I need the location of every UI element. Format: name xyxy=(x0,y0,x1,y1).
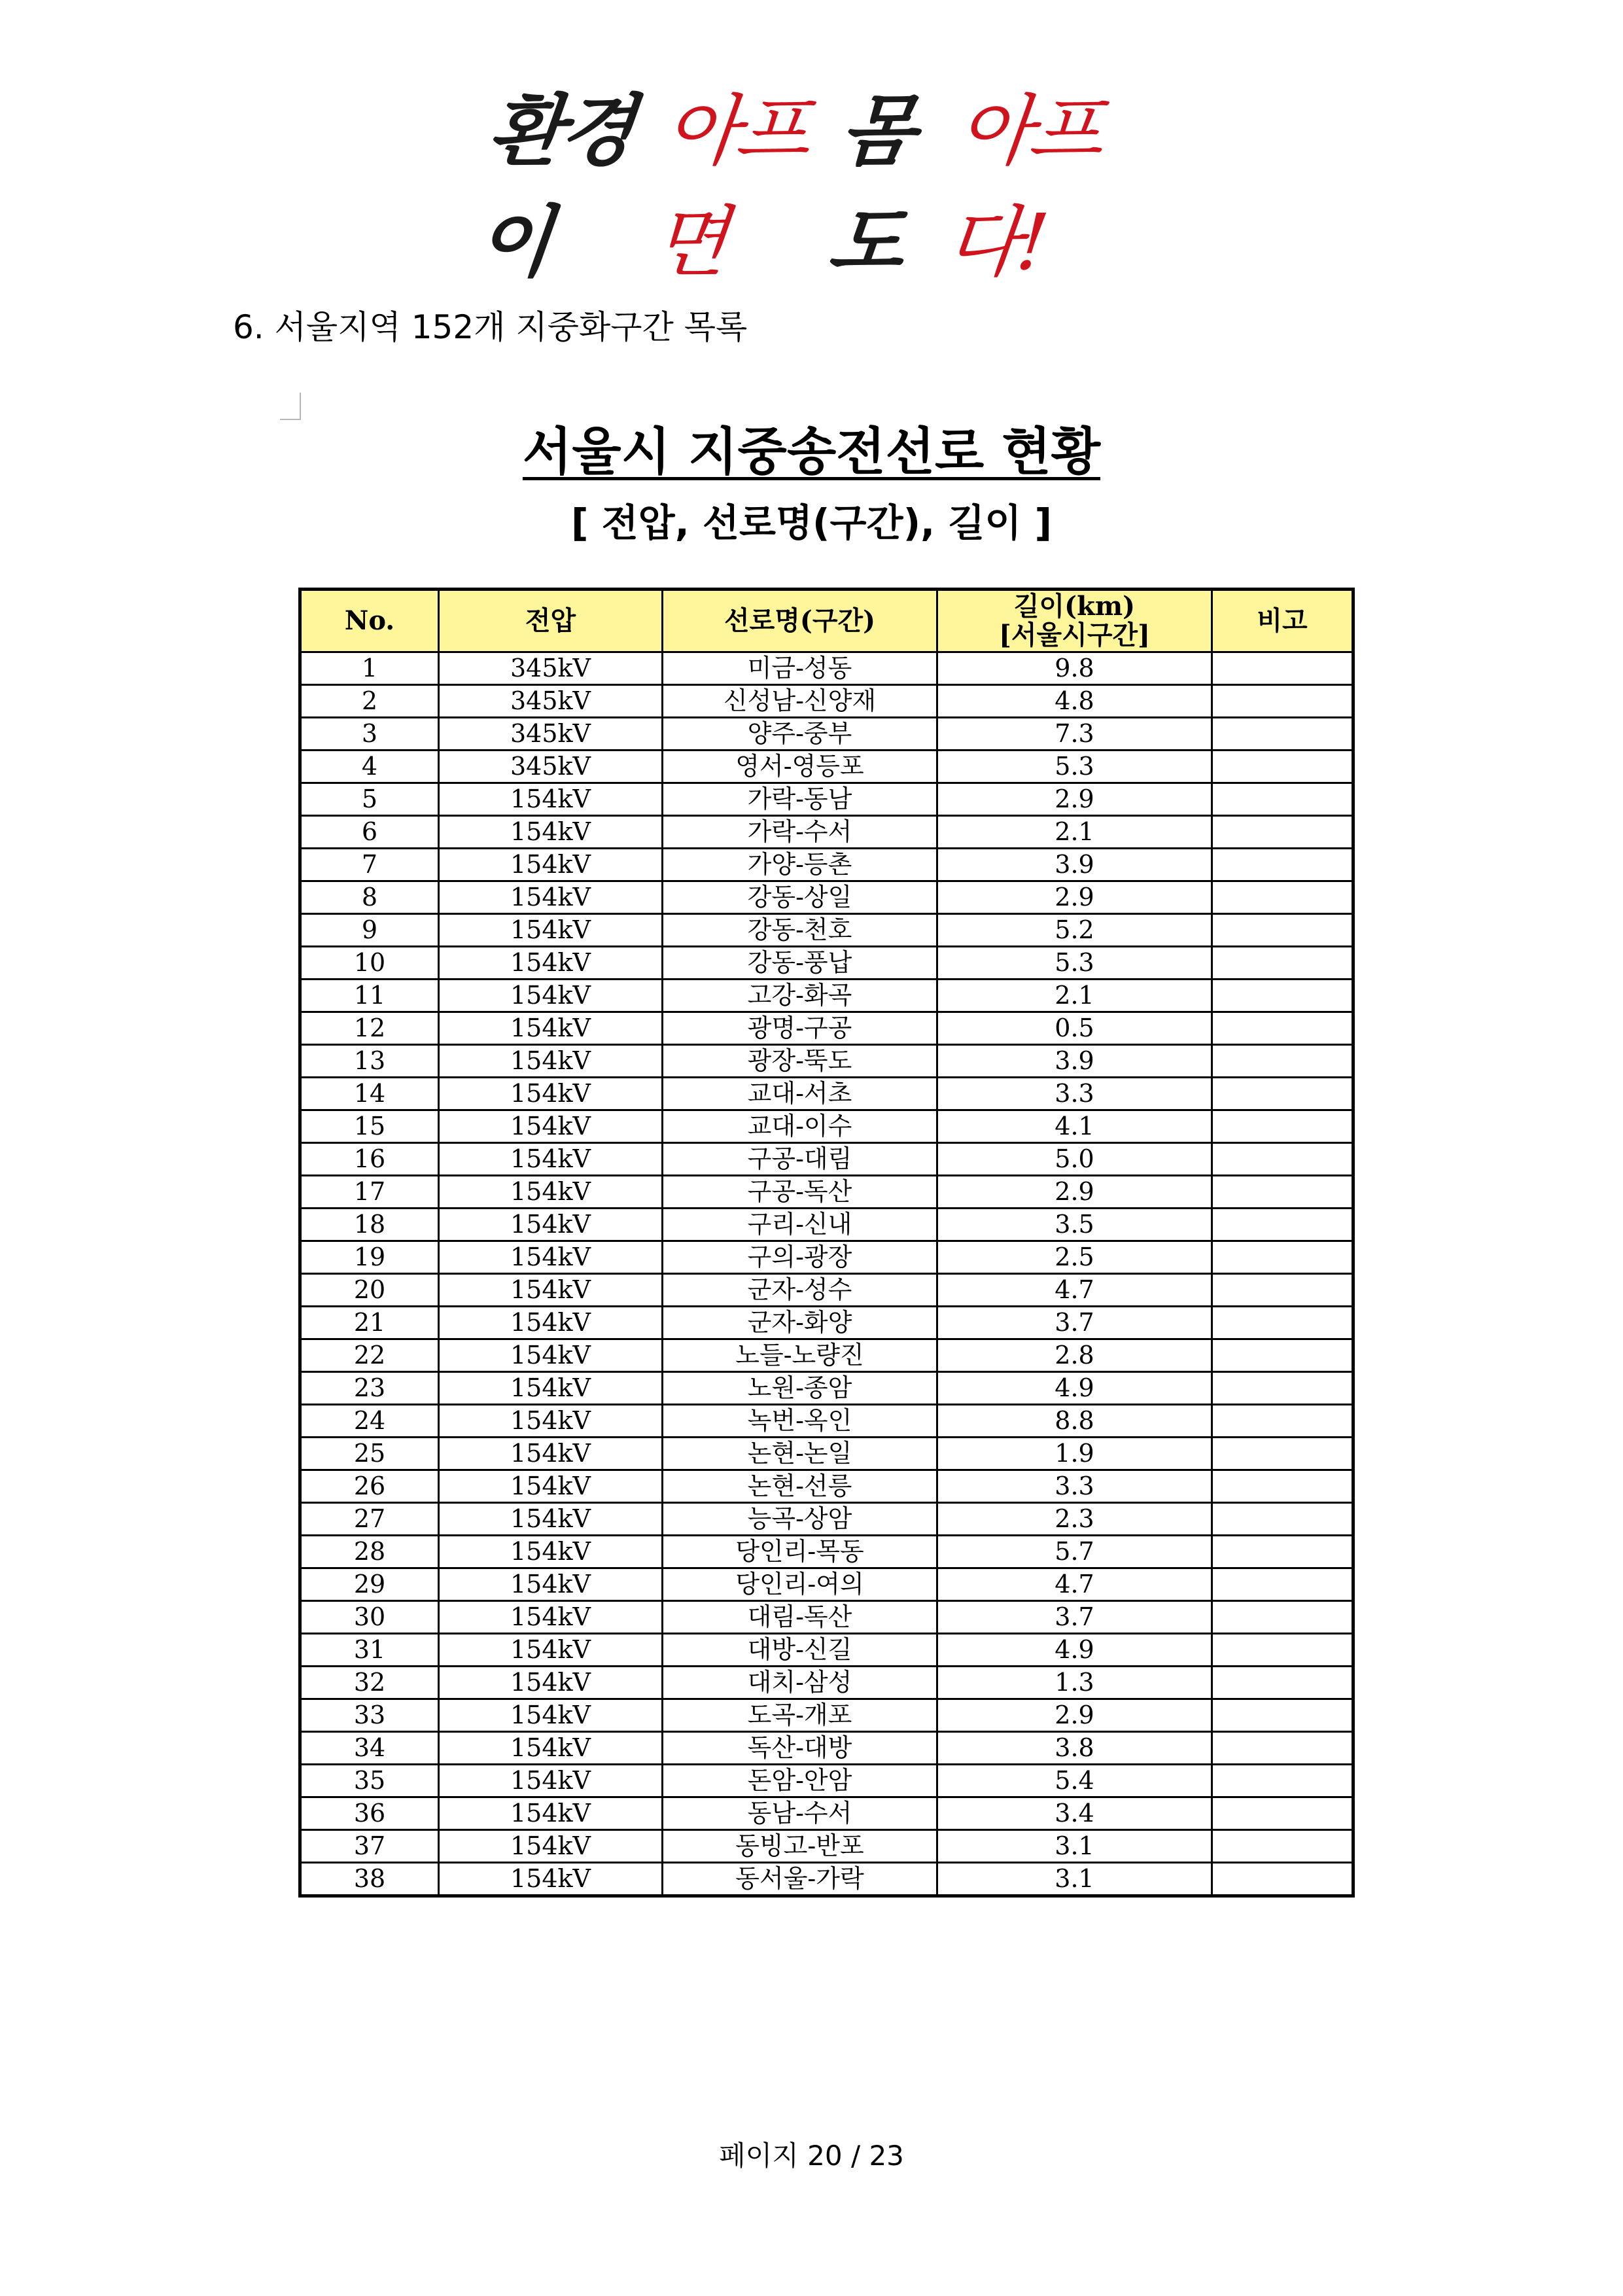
cell-line-name: 미금-성동 xyxy=(663,652,937,685)
cell-note xyxy=(1212,980,1353,1012)
cell-line-name: 강동-풍납 xyxy=(663,947,937,980)
cell-voltage: 154kV xyxy=(439,1176,663,1209)
cell-note xyxy=(1212,1307,1353,1339)
cell-length: 5.7 xyxy=(937,1536,1212,1568)
cell-line-name: 논현-논일 xyxy=(663,1438,937,1470)
cell-voltage: 154kV xyxy=(439,980,663,1012)
cell-note xyxy=(1212,816,1353,849)
cell-note xyxy=(1212,1176,1353,1209)
cell-no: 27 xyxy=(300,1503,439,1536)
cell-note xyxy=(1212,751,1353,783)
cell-note xyxy=(1212,1863,1353,1896)
cell-length: 4.1 xyxy=(937,1110,1212,1143)
cell-voltage: 154kV xyxy=(439,1438,663,1470)
cell-line-name: 독산-대방 xyxy=(663,1732,937,1765)
cell-voltage: 154kV xyxy=(439,1012,663,1045)
cell-note xyxy=(1212,783,1353,816)
cell-voltage: 154kV xyxy=(439,1536,663,1568)
cell-length: 3.1 xyxy=(937,1830,1212,1863)
cell-length: 5.0 xyxy=(937,1143,1212,1176)
table-row xyxy=(300,980,1353,1012)
cell-voltage: 154kV xyxy=(439,1634,663,1667)
cell-length: 5.3 xyxy=(937,751,1212,783)
table-subtitle: [ 전압, 선로명(구간), 길이 ] xyxy=(570,501,1053,545)
cell-voltage: 154kV xyxy=(439,881,663,914)
cell-line-name: 당인리-여의 xyxy=(663,1568,937,1601)
cell-note xyxy=(1212,1503,1353,1536)
cell-voltage: 154kV xyxy=(439,914,663,947)
cell-note xyxy=(1212,652,1353,685)
table-row xyxy=(300,1110,1353,1143)
cell-length: 3.9 xyxy=(937,849,1212,881)
cell-no: 29 xyxy=(300,1568,439,1601)
cell-length: 4.9 xyxy=(937,1372,1212,1405)
cell-line-name: 녹번-옥인 xyxy=(663,1405,937,1438)
cell-note xyxy=(1212,1372,1353,1405)
cell-line-name: 노원-종암 xyxy=(663,1372,937,1405)
cell-voltage: 154kV xyxy=(439,849,663,881)
header-line-name: 선로명(구간) xyxy=(663,590,937,652)
cell-no: 7 xyxy=(300,849,439,881)
table-title xyxy=(0,411,1623,484)
cell-no: 22 xyxy=(300,1339,439,1372)
transmission-line-table xyxy=(298,588,1355,1898)
cell-voltage: 154kV xyxy=(439,1339,663,1372)
cell-line-name: 도곡-개포 xyxy=(663,1699,937,1732)
cell-note xyxy=(1212,1078,1353,1110)
cell-no: 4 xyxy=(300,751,439,783)
cell-length: 1.3 xyxy=(937,1667,1212,1699)
table-row xyxy=(300,1241,1353,1274)
cell-no: 24 xyxy=(300,1405,439,1438)
cell-no: 36 xyxy=(300,1797,439,1830)
cell-no: 9 xyxy=(300,914,439,947)
cell-length: 2.9 xyxy=(937,881,1212,914)
cell-voltage: 154kV xyxy=(439,816,663,849)
cell-note xyxy=(1212,1209,1353,1241)
table-body xyxy=(300,652,1353,1896)
cell-line-name: 군자-성수 xyxy=(663,1274,937,1307)
table-row xyxy=(300,1765,1353,1797)
cell-length: 4.9 xyxy=(937,1634,1212,1667)
cell-line-name: 신성남-신양재 xyxy=(663,685,937,718)
cell-note xyxy=(1212,1405,1353,1438)
cell-length: 9.8 xyxy=(937,652,1212,685)
cell-length: 4.7 xyxy=(937,1568,1212,1601)
cell-voltage: 154kV xyxy=(439,1765,663,1797)
cell-no: 30 xyxy=(300,1601,439,1634)
cell-voltage: 154kV xyxy=(439,1732,663,1765)
cell-no: 2 xyxy=(300,685,439,718)
cell-length: 8.8 xyxy=(937,1405,1212,1438)
cell-note xyxy=(1212,1470,1353,1503)
cell-no: 20 xyxy=(300,1274,439,1307)
cell-line-name: 구공-독산 xyxy=(663,1176,937,1209)
cell-no: 19 xyxy=(300,1241,439,1274)
section-heading: 6. 서울지역 152개 지중화구간 목록 xyxy=(233,308,748,346)
cell-no: 10 xyxy=(300,947,439,980)
cell-voltage: 154kV xyxy=(439,1110,663,1143)
cell-voltage: 154kV xyxy=(439,1667,663,1699)
cell-line-name: 군자-화양 xyxy=(663,1307,937,1339)
table-row xyxy=(300,1667,1353,1699)
cell-no: 14 xyxy=(300,1078,439,1110)
cell-length: 3.9 xyxy=(937,1045,1212,1078)
cell-length: 5.3 xyxy=(937,947,1212,980)
cell-note xyxy=(1212,1012,1353,1045)
logo-slogan xyxy=(472,85,1157,287)
table-row xyxy=(300,1863,1353,1896)
cell-no: 11 xyxy=(300,980,439,1012)
cell-note xyxy=(1212,1601,1353,1634)
cell-line-name: 가락-동남 xyxy=(663,783,937,816)
cell-length: 1.9 xyxy=(937,1438,1212,1470)
table-row xyxy=(300,1634,1353,1667)
cell-line-name: 구의-광장 xyxy=(663,1241,937,1274)
cell-line-name: 당인리-목동 xyxy=(663,1536,937,1568)
cell-no: 15 xyxy=(300,1110,439,1143)
cell-note xyxy=(1212,1765,1353,1797)
cell-voltage: 154kV xyxy=(439,1470,663,1503)
cell-no: 3 xyxy=(300,718,439,751)
cell-no: 18 xyxy=(300,1209,439,1241)
cell-note xyxy=(1212,1110,1353,1143)
logo-part-sick-too: 아프다! xyxy=(941,86,1104,287)
cell-no: 1 xyxy=(300,652,439,685)
cell-length: 2.8 xyxy=(937,1339,1212,1372)
cell-length: 3.3 xyxy=(937,1078,1212,1110)
table-header-row xyxy=(300,590,1353,652)
cell-note xyxy=(1212,849,1353,881)
table-row xyxy=(300,1176,1353,1209)
header-length-line1: 길이(km) xyxy=(1013,591,1136,622)
cell-no: 37 xyxy=(300,1830,439,1863)
cell-voltage: 345kV xyxy=(439,685,663,718)
cell-voltage: 154kV xyxy=(439,947,663,980)
cell-voltage: 345kV xyxy=(439,718,663,751)
cell-line-name: 고강-화곡 xyxy=(663,980,937,1012)
cell-voltage: 154kV xyxy=(439,1405,663,1438)
logo-part-environment: 환경이 xyxy=(472,85,636,287)
table-row xyxy=(300,1830,1353,1863)
cell-voltage: 154kV xyxy=(439,1078,663,1110)
cell-voltage: 154kV xyxy=(439,1274,663,1307)
table-row xyxy=(300,1601,1353,1634)
cell-no: 13 xyxy=(300,1045,439,1078)
cell-length: 4.8 xyxy=(937,685,1212,718)
cell-no: 32 xyxy=(300,1667,439,1699)
cell-note xyxy=(1212,1536,1353,1568)
table-row xyxy=(300,1568,1353,1601)
table-row xyxy=(300,685,1353,718)
cell-no: 12 xyxy=(300,1012,439,1045)
table-row xyxy=(300,751,1353,783)
header-length-line2: [서울시구간] xyxy=(998,620,1151,650)
table-row xyxy=(300,1209,1353,1241)
cell-note xyxy=(1212,881,1353,914)
cell-no: 6 xyxy=(300,816,439,849)
cell-length: 3.4 xyxy=(937,1797,1212,1830)
cell-length: 3.5 xyxy=(937,1209,1212,1241)
cell-length: 0.5 xyxy=(937,1012,1212,1045)
table-row xyxy=(300,1143,1353,1176)
cell-no: 16 xyxy=(300,1143,439,1176)
table-row xyxy=(300,1274,1353,1307)
cell-note xyxy=(1212,1045,1353,1078)
table-row xyxy=(300,947,1353,980)
cell-note xyxy=(1212,947,1353,980)
cell-line-name: 대치-삼성 xyxy=(663,1667,937,1699)
cell-note xyxy=(1212,1830,1353,1863)
cell-no: 38 xyxy=(300,1863,439,1896)
cell-length: 2.9 xyxy=(937,1176,1212,1209)
table-row xyxy=(300,652,1353,685)
cell-length: 2.1 xyxy=(937,980,1212,1012)
cell-note xyxy=(1212,1667,1353,1699)
cell-voltage: 154kV xyxy=(439,1503,663,1536)
cell-no: 17 xyxy=(300,1176,439,1209)
cell-line-name: 교대-서초 xyxy=(663,1078,937,1110)
cell-voltage: 345kV xyxy=(439,652,663,685)
cell-line-name: 가락-수서 xyxy=(663,816,937,849)
table-row xyxy=(300,881,1353,914)
cell-note xyxy=(1212,1339,1353,1372)
cell-line-name: 동서울-가락 xyxy=(663,1863,937,1896)
cell-no: 25 xyxy=(300,1438,439,1470)
cell-no: 31 xyxy=(300,1634,439,1667)
table-row xyxy=(300,1438,1353,1470)
cell-no: 23 xyxy=(300,1372,439,1405)
cell-voltage: 154kV xyxy=(439,1045,663,1078)
cell-length: 3.7 xyxy=(937,1307,1212,1339)
cell-no: 26 xyxy=(300,1470,439,1503)
cell-length: 3.7 xyxy=(937,1601,1212,1634)
header-length xyxy=(937,590,1212,652)
table-row xyxy=(300,849,1353,881)
table-row xyxy=(300,1503,1353,1536)
cell-voltage: 154kV xyxy=(439,1143,663,1176)
cell-no: 28 xyxy=(300,1536,439,1568)
cell-line-name: 돈암-안암 xyxy=(663,1765,937,1797)
cell-voltage: 154kV xyxy=(439,1209,663,1241)
cell-note xyxy=(1212,1732,1353,1765)
cell-note xyxy=(1212,1143,1353,1176)
table-row xyxy=(300,1045,1353,1078)
cell-voltage: 345kV xyxy=(439,751,663,783)
table-row xyxy=(300,1339,1353,1372)
cell-line-name: 동빙고-반포 xyxy=(663,1830,937,1863)
cell-length: 2.1 xyxy=(937,816,1212,849)
cell-voltage: 154kV xyxy=(439,1601,663,1634)
cell-note xyxy=(1212,1274,1353,1307)
cell-note xyxy=(1212,685,1353,718)
table-row xyxy=(300,1078,1353,1110)
cell-note xyxy=(1212,1634,1353,1667)
table-row xyxy=(300,1536,1353,1568)
cell-length: 3.1 xyxy=(937,1863,1212,1896)
header-voltage: 전압 xyxy=(439,590,663,652)
cell-voltage: 154kV xyxy=(439,1307,663,1339)
header-no: No. xyxy=(300,590,439,652)
cell-voltage: 154kV xyxy=(439,1830,663,1863)
cell-note xyxy=(1212,914,1353,947)
table-title-text: 서울시 지중송전선로 현황 xyxy=(522,423,1101,482)
cell-length: 2.9 xyxy=(937,783,1212,816)
cell-length: 5.4 xyxy=(937,1765,1212,1797)
table-row xyxy=(300,1470,1353,1503)
table-row xyxy=(300,816,1353,849)
cell-line-name: 가양-등촌 xyxy=(663,849,937,881)
cell-line-name: 대림-독산 xyxy=(663,1601,937,1634)
cell-line-name: 강동-상일 xyxy=(663,881,937,914)
table-row xyxy=(300,1797,1353,1830)
cell-no: 33 xyxy=(300,1699,439,1732)
cell-no: 8 xyxy=(300,881,439,914)
cell-voltage: 154kV xyxy=(439,1372,663,1405)
table-row xyxy=(300,1405,1353,1438)
cell-no: 34 xyxy=(300,1732,439,1765)
table-row xyxy=(300,1307,1353,1339)
cell-length: 3.8 xyxy=(937,1732,1212,1765)
cell-line-name: 광장-뚝도 xyxy=(663,1045,937,1078)
logo-part-body: 몸도 xyxy=(824,85,916,287)
cell-length: 5.2 xyxy=(937,914,1212,947)
cell-line-name: 노들-노량진 xyxy=(663,1339,937,1372)
logo-part-sick: 아프면 xyxy=(648,86,811,287)
cell-note xyxy=(1212,1797,1353,1830)
page-number: 페이지 20 / 23 xyxy=(719,2140,904,2172)
table-row xyxy=(300,718,1353,751)
cell-line-name: 광명-구공 xyxy=(663,1012,937,1045)
cell-voltage: 154kV xyxy=(439,1241,663,1274)
cell-note xyxy=(1212,718,1353,751)
header-note: 비고 xyxy=(1212,590,1353,652)
cell-voltage: 154kV xyxy=(439,1863,663,1896)
cell-note xyxy=(1212,1699,1353,1732)
cell-length: 3.3 xyxy=(937,1470,1212,1503)
cell-note xyxy=(1212,1438,1353,1470)
cell-line-name: 교대-이수 xyxy=(663,1110,937,1143)
cell-voltage: 154kV xyxy=(439,1797,663,1830)
cell-note xyxy=(1212,1568,1353,1601)
cell-voltage: 154kV xyxy=(439,1699,663,1732)
cell-line-name: 양주-중부 xyxy=(663,718,937,751)
table-row xyxy=(300,783,1353,816)
cell-voltage: 154kV xyxy=(439,1568,663,1601)
cell-length: 4.7 xyxy=(937,1274,1212,1307)
table-row xyxy=(300,1372,1353,1405)
cell-length: 2.5 xyxy=(937,1241,1212,1274)
cell-length: 2.3 xyxy=(937,1503,1212,1536)
cell-line-name: 대방-신길 xyxy=(663,1634,937,1667)
table-row xyxy=(300,1699,1353,1732)
cell-line-name: 구공-대림 xyxy=(663,1143,937,1176)
table-row xyxy=(300,1732,1353,1765)
cell-no: 5 xyxy=(300,783,439,816)
cell-line-name: 강동-천호 xyxy=(663,914,937,947)
cell-length: 7.3 xyxy=(937,718,1212,751)
cell-length: 2.9 xyxy=(937,1699,1212,1732)
table-row xyxy=(300,914,1353,947)
cell-no: 35 xyxy=(300,1765,439,1797)
cell-voltage: 154kV xyxy=(439,783,663,816)
cell-line-name: 구리-신내 xyxy=(663,1209,937,1241)
table-row xyxy=(300,1012,1353,1045)
cell-line-name: 능곡-상암 xyxy=(663,1503,937,1536)
cell-no: 21 xyxy=(300,1307,439,1339)
cell-line-name: 영서-영등포 xyxy=(663,751,937,783)
cell-line-name: 동남-수서 xyxy=(663,1797,937,1830)
cell-note xyxy=(1212,1241,1353,1274)
cell-line-name: 논현-선릉 xyxy=(663,1470,937,1503)
